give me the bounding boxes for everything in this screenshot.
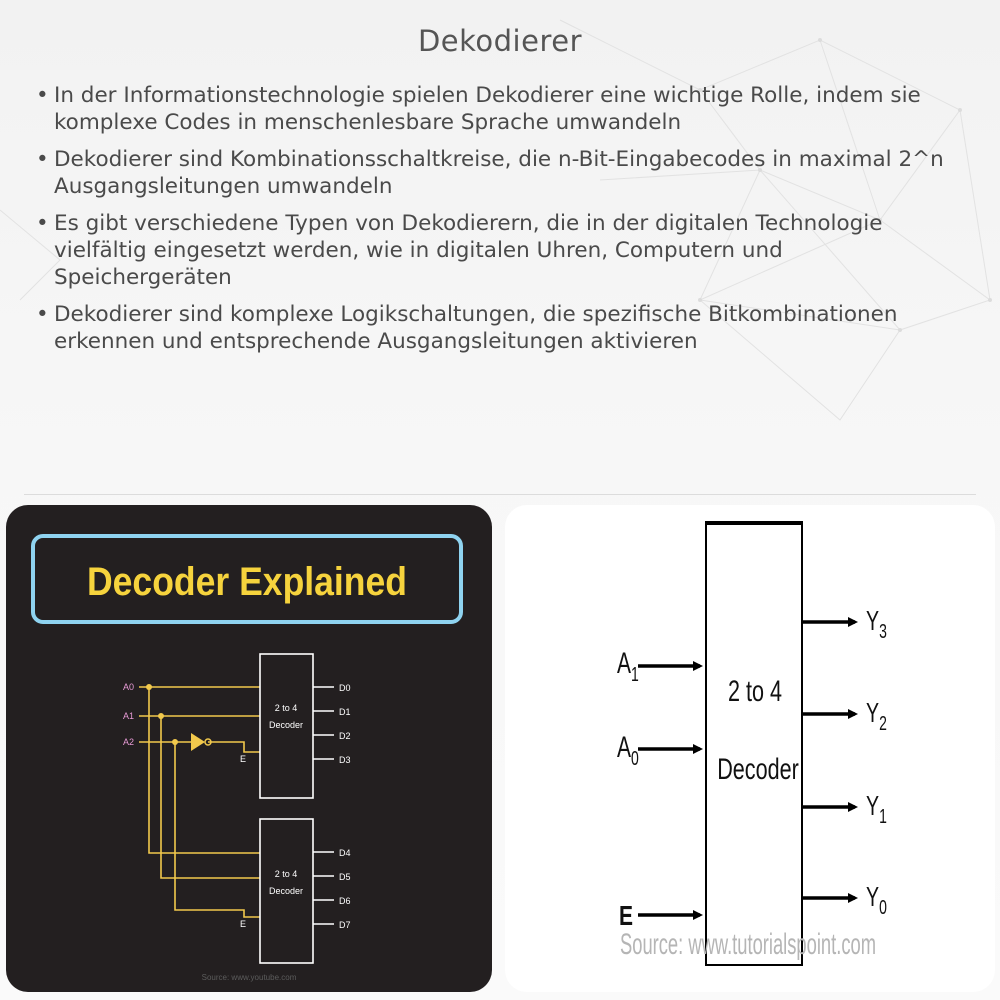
bullet-text: Es gibt verschiedene Typen von Dekodierern, die in der digitalen Technologie vielfältig eingesetzt werden, wie in digitalen Uhren, Computern und Speichergeräten: [54, 211, 883, 290]
source-caption-right: Source: www.tutorialspoint.com: [620, 928, 876, 961]
decoder-block-line2: Decoder: [717, 751, 799, 786]
output-label-y3: [866, 606, 887, 643]
output-letter: Y: [866, 790, 880, 822]
input-subscript: 0: [631, 746, 639, 770]
input-label-a0: A0: [123, 682, 135, 692]
source-caption-left: Source: www.youtube.com: [201, 973, 297, 982]
output-letter: Y: [866, 881, 880, 913]
heading-text: Decoder Explained: [87, 560, 407, 604]
input-label-a1: [617, 648, 639, 686]
output-letter: Y: [866, 697, 880, 729]
decoder-block: [706, 523, 802, 965]
bullet-dot: •: [36, 147, 49, 172]
decoder-block-image: [505, 505, 995, 992]
output-label-d1: D1: [339, 707, 351, 717]
bullet-item: [36, 210, 966, 291]
output-label-d3: D3: [339, 755, 351, 765]
bullet-text: Dekodierer sind Kombinationsschaltkreise, die n-Bit-Eingabecodes in maximal 2^n Ausgangsleitungen umwandeln: [54, 147, 944, 199]
decoder-top-line1: 2 to 4: [274, 703, 298, 713]
junction-dots: [146, 684, 178, 745]
bullet-dot: •: [36, 211, 49, 236]
input-letter: E: [619, 901, 634, 932]
input-label-a0: [617, 732, 639, 770]
output-subscript: 0: [879, 895, 887, 919]
bullet-text: Dekodierer sind komplexe Logikschaltungen, die spezifische Bitkombinationen erkennen und entsprechende Ausgangsleitungen aktivieren: [54, 302, 898, 354]
output-label-d2: D2: [339, 731, 351, 741]
output-subscript: 2: [879, 711, 887, 735]
input-letter: A: [617, 647, 632, 680]
input-label-a2: A2: [123, 737, 135, 747]
output-arrows: [802, 622, 855, 898]
decoder-top-enable: E: [240, 754, 247, 764]
circuit-wires: [139, 687, 260, 917]
bullet-dot: •: [36, 83, 49, 108]
bullet-text: In der Informationstechnologie spielen Dekodierer eine wichtige Rolle, indem sie komplexe Codes in menschenlesbare Sprache umwandeln: [54, 83, 921, 135]
input-arrows: [638, 666, 700, 915]
decoder-top-output-lines: [313, 687, 334, 759]
not-gate: [191, 733, 205, 751]
bullet-dot: •: [36, 302, 49, 327]
page-title: Dekodierer: [417, 24, 583, 58]
bullet-item: [36, 82, 966, 136]
decoder-explained-image: [6, 505, 492, 992]
output-label-y1: [866, 791, 887, 828]
output-label-d6: D6: [339, 896, 351, 906]
decoder-block-line1: 2 to 4: [727, 673, 783, 708]
output-label-d5: D5: [339, 872, 351, 882]
input-subscript: 1: [631, 662, 639, 686]
input-letter: A: [617, 731, 632, 764]
decoder-block-diagram: [505, 505, 995, 992]
output-subscript: 1: [879, 804, 887, 828]
decoder-explained-diagram: [6, 505, 492, 992]
decoder-bottom-output-lines: [313, 852, 334, 924]
output-label-y2: [866, 698, 887, 735]
decoder-bottom-enable: E: [240, 919, 247, 929]
output-letter: Y: [866, 605, 880, 637]
output-label-d0: D0: [339, 683, 351, 693]
bullet-item: [36, 146, 966, 200]
decoder-bottom-line2: Decoder: [268, 886, 304, 896]
output-label-d4: D4: [339, 848, 351, 858]
bullet-list: [36, 82, 966, 365]
input-label-a1: A1: [123, 711, 135, 721]
bullet-item: [36, 301, 966, 355]
decoder-bottom-line1: 2 to 4: [274, 869, 298, 879]
output-label-y0: [866, 882, 887, 919]
section-divider: [24, 494, 976, 495]
decoder-top-line2: Decoder: [268, 720, 304, 730]
output-subscript: 3: [879, 619, 887, 643]
output-label-d7: D7: [339, 920, 351, 930]
